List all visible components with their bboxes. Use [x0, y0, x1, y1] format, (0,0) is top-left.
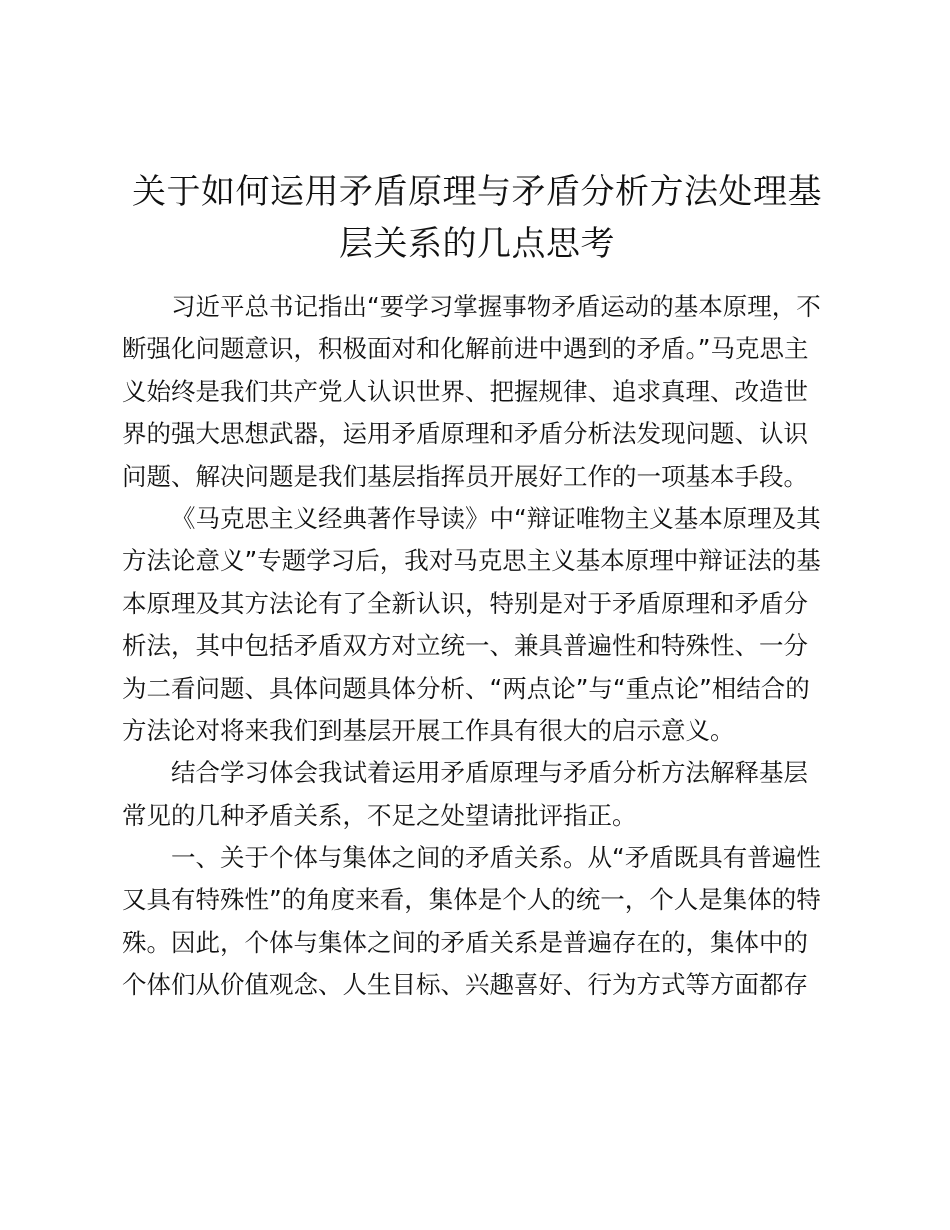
paragraph-line: 常见的几种矛盾关系，不足之处望请批评指正。	[122, 800, 637, 830]
paragraph-1	[122, 286, 832, 498]
title-line: 层关系的几点思考	[339, 224, 615, 264]
paragraph-line: 本原理及其方法论有了全新认识，特别是对于矛盾原理和矛盾分	[122, 588, 808, 618]
paragraph-line: 结合学习体会我试着运用矛盾原理与矛盾分析方法解释基层	[171, 758, 808, 788]
paragraph-line: 义始终是我们共产党人认识世界、把握规律、追求真理、改造世	[122, 376, 808, 406]
paragraph-line: 《马克思主义经典著作导读》中“辩证唯物主义基本原理及其	[171, 503, 821, 533]
paragraph-line: 个体们从价值观念、人生目标、兴趣喜好、行为方式等方面都存	[122, 970, 808, 1000]
paragraph-line: 方法论对将来我们到基层开展工作具有很大的启示意义。	[122, 715, 735, 745]
paragraph-line: 殊。因此，个体与集体之间的矛盾关系是普遍存在的，集体中的	[122, 927, 808, 957]
paragraph-line: 一、关于个体与集体之间的矛盾关系。从“矛盾既具有普遍性	[171, 843, 821, 873]
paragraph-3	[122, 752, 832, 837]
paragraph-line: 问题、解决问题是我们基层指挥员开展好工作的一项基本手段。	[122, 461, 808, 491]
paragraph-line: 习近平总书记指出“要学习掌握事物矛盾运动的基本原理，不	[171, 292, 821, 321]
paragraph-line: 方法论意义”专题学习后，我对马克思主义基本原理中辩证法的基	[122, 546, 821, 576]
title-line: 关于如何运用矛盾原理与矛盾分析方法处理基	[132, 172, 822, 212]
paragraph-2	[122, 498, 832, 752]
paragraph-line: 界的强大思想武器，运用矛盾原理和矛盾分析法发现问题、认识	[122, 419, 808, 449]
paragraph-line: 断强化问题意识，积极面对和化解前进中遇到的矛盾。”马克思主	[122, 334, 809, 364]
document-title	[122, 166, 832, 270]
paragraph-line: 为二看问题、具体问题具体分析、“两点论”与“重点论”相结合的	[122, 673, 810, 703]
document-body	[122, 286, 832, 1007]
paragraph-4	[122, 837, 832, 1007]
paragraph-line: 又具有特殊性”的角度来看，集体是个人的统一，个人是集体的特	[122, 885, 821, 915]
paragraph-line: 析法，其中包括矛盾双方对立统一、兼具普遍性和特殊性、一分	[122, 631, 808, 661]
